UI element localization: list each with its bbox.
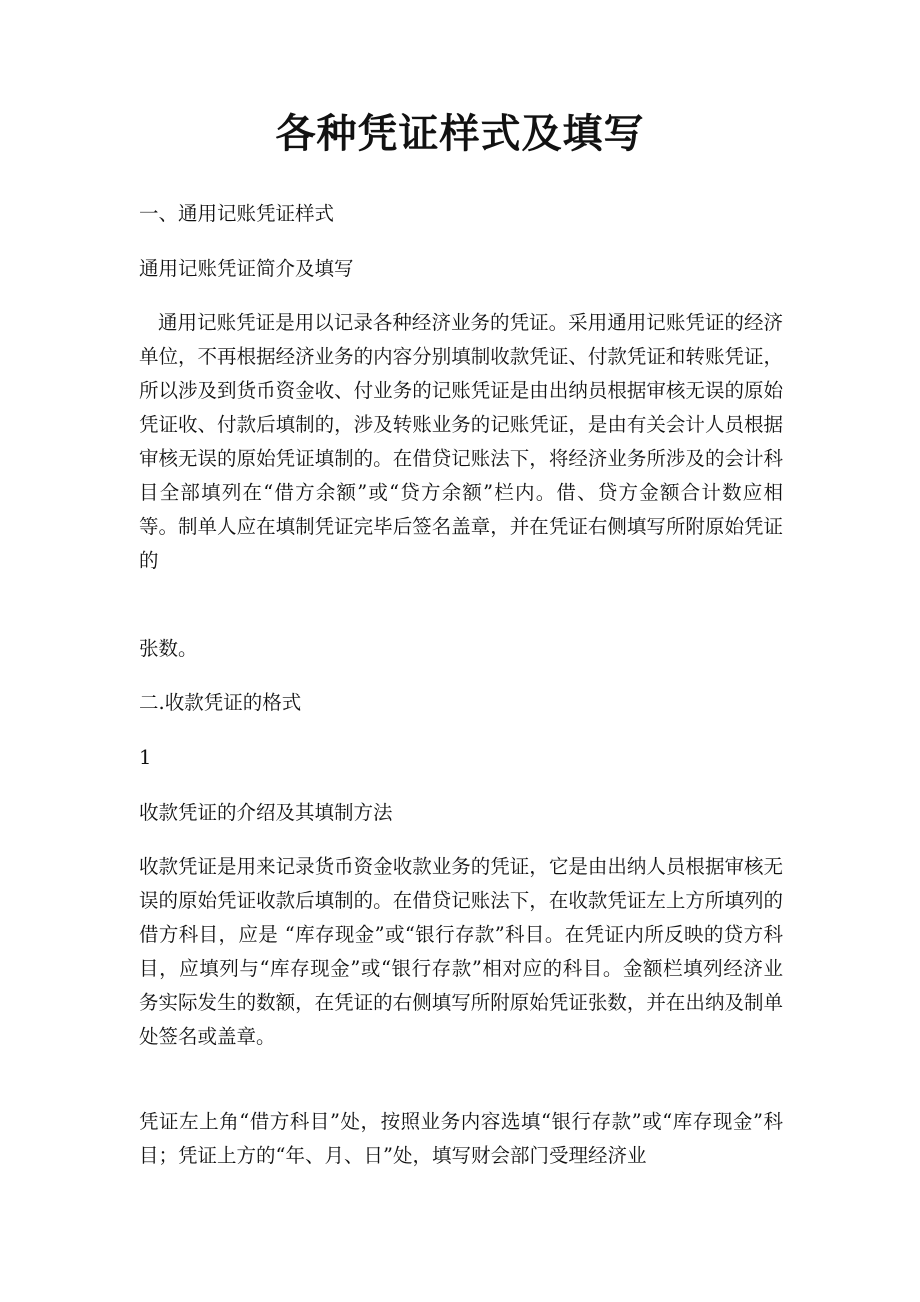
- section-subheading-2: 收款凭证的介绍及其填制方法: [139, 801, 393, 824]
- section-subheading-1: 通用记账凭证简介及填写: [139, 257, 354, 280]
- section2-paragraph-1: 收款凭证是用来记录货币资金收款业务的凭证，它是由出纳人员根据审核无误的原始凭证收款后填制的。在借贷记账法下，在收款凭证左上方所填列的借方科目，应是 “库存现金”或“银行存款”科目。在凭证内所反映的贷方科目，应填列与“库存现金”或“银行存款”相对应的科目。金额栏填列经济业务实际发生的数额，在凭证的右侧填写所附原始凭证张数，并在出纳及制单处签名或盖章。: [139, 855, 783, 1048]
- page-title: 各种凭证样式及填写: [275, 110, 645, 157]
- section-heading-1: 一、通用记账凭证样式: [139, 202, 335, 225]
- section2-paragraph-2: 凭证左上角“借方科目”处，按照业务内容选填“银行存款”或“库存现金”科目；凭证上方的“年、月、日”处，填写财会部门受理经济业: [139, 1110, 783, 1167]
- section1-paragraph: 通用记账凭证是用以记录各种经济业务的凭证。采用通用记账凭证的经济单位，不再根据经济业务的内容分别填制收款凭证、付款凭证和转账凭证，所以涉及到货币资金收、付业务的记账凭证是由出纳员根据审核无误的原始凭证收、付款后填制的，涉及转账业务的记账凭证，是由有关会计人员根据审核无误的原始凭证填制的。在借贷记账法下，将经济业务所涉及的会计科目全部填列在“借方余额”或“贷方余额”栏内。借、贷方金额合计数应相等。制单人应在填制凭证完毕后签名盖章，并在凭证右侧填写所附原始凭证的: [139, 311, 783, 572]
- figure-number: 1: [139, 746, 152, 769]
- section-heading-2: 二.收款凭证的格式: [139, 691, 302, 714]
- section1-paragraph-tail: 张数。: [139, 637, 198, 660]
